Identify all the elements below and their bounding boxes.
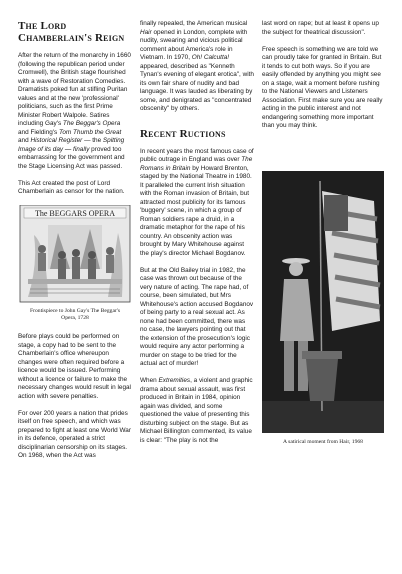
hair-photo-caption: A satirical moment from Hair, 1968 xyxy=(283,438,363,445)
section-heading-lord-chamberlain: The Lord Chamberlain's Reign xyxy=(18,20,125,44)
column-3 xyxy=(262,20,384,446)
section-heading-recent-ructions: Recent Ructions xyxy=(140,127,226,140)
engraving-title: The BEGGARS OPERA xyxy=(34,209,116,218)
paragraph-hair-repeal: finally repealed, the American musical Hair opened in London, complete with nudity, swearing and vicious political comment about America's role in Vietnam. In 1970, Oh! Calcutta! appeared, described as "Kenneth Tynan's evening of elegant erotica", with its own fair share of nudity and bad language. It was lauded as liberating by some, and denigrated as "concentrated obscenity" by others. xyxy=(140,20,254,112)
column-2 xyxy=(140,20,254,445)
paragraph-restoration: After the return of the monarchy in 1660 (following the republican period under Cromwell), the British stage flourished with a wave of Restoration Comedies. Dramatists poked fun at stifling Puritan values and at the new 'professional' politicians, such as the first Prime Minister Robert Walpole. Satires including Gay's The Beggar's Opera and Fielding's Tom Thumb the Great and Historical Register — the Spitting Image of its day — finally proved too embarrassing for the government and the Stage Licensing Act was passed. xyxy=(18,52,131,170)
beggars-opera-figure xyxy=(18,205,132,322)
paragraph-licensing: Before plays could be performed on stage, a copy had to be sent to the Chamberlain's office whereupon changes were often required before a licence would be issued. Performing without a licence or failure to make the necessary changes would result in legal action with severe penalties. xyxy=(18,333,131,400)
paragraph-extremities: When Extremities, a violent and graphic drama about sexual assault, was first produced in Britain in 1984, opinion again was divided, and some questioned the value of presenting this disturbing subject on the stage. But as Michael Billington commented, its value is clear: "The play is not the xyxy=(140,377,253,444)
paragraph-200-years: For over 200 years a nation that prides itself on free speech, and which was prepared to fight at least one World War in its defence, operated a strict disciplinarian censorship on its stages. On 1968, when the Act was xyxy=(18,409,131,459)
paragraph-act-created: This Act created the post of Lord Chamberlain as censor for the nation. xyxy=(18,179,125,195)
hair-photo xyxy=(262,171,384,433)
beggars-opera-engraving xyxy=(18,205,132,303)
beggars-opera-caption: Frontispiece to John Gay's The Beggar's Opera, 1728 xyxy=(30,308,120,321)
paragraph-old-bailey: But at the Old Bailey trial in 1982, the case was thrown out because of the very nature of acting. The rape had, of course, been simulated, but Mrs Whitehouse's action accused Bogdanov of being party to a real sexual act. As none had been committed, there was no case, the lawyers pointing out that the extension of the prosecution's logic would require any actor performing a murder on stage to be tried for the actual act of murder! xyxy=(140,266,254,367)
hair-photo-figure xyxy=(262,171,384,446)
paragraph-free-speech: Free speech is something we are told we can proudly take for granted in Britain. But it tends to cut both ways. So if you are easily offended by anything you might see on a stage, wait a moment before rushing to the National Viewers and Listeners Association. First make sure you are really acting in the public interest and not endangering something more important than you may think. xyxy=(262,45,383,129)
paragraph-romans-in-britain: In recent years the most famous case of public outrage in England was over The Romans in Britain by Howard Brenton, staged by the National Theatre in 1980. It paralleled the current Irish situation with the Roman invasion of Britain, but attracted most publicity for its famous 'buggery' scene, in which a group of Roman soldiers rape a druid, in a dramatic metaphor for the rape of his country. An obscenity action was brought by Mary Whitehouse against the play's director Michael Bogdanov. xyxy=(140,147,254,257)
paragraph-last-word: last word on rape; but at least it opens up the subject for theatrical discussion". xyxy=(262,20,379,36)
column-1 xyxy=(18,20,132,461)
